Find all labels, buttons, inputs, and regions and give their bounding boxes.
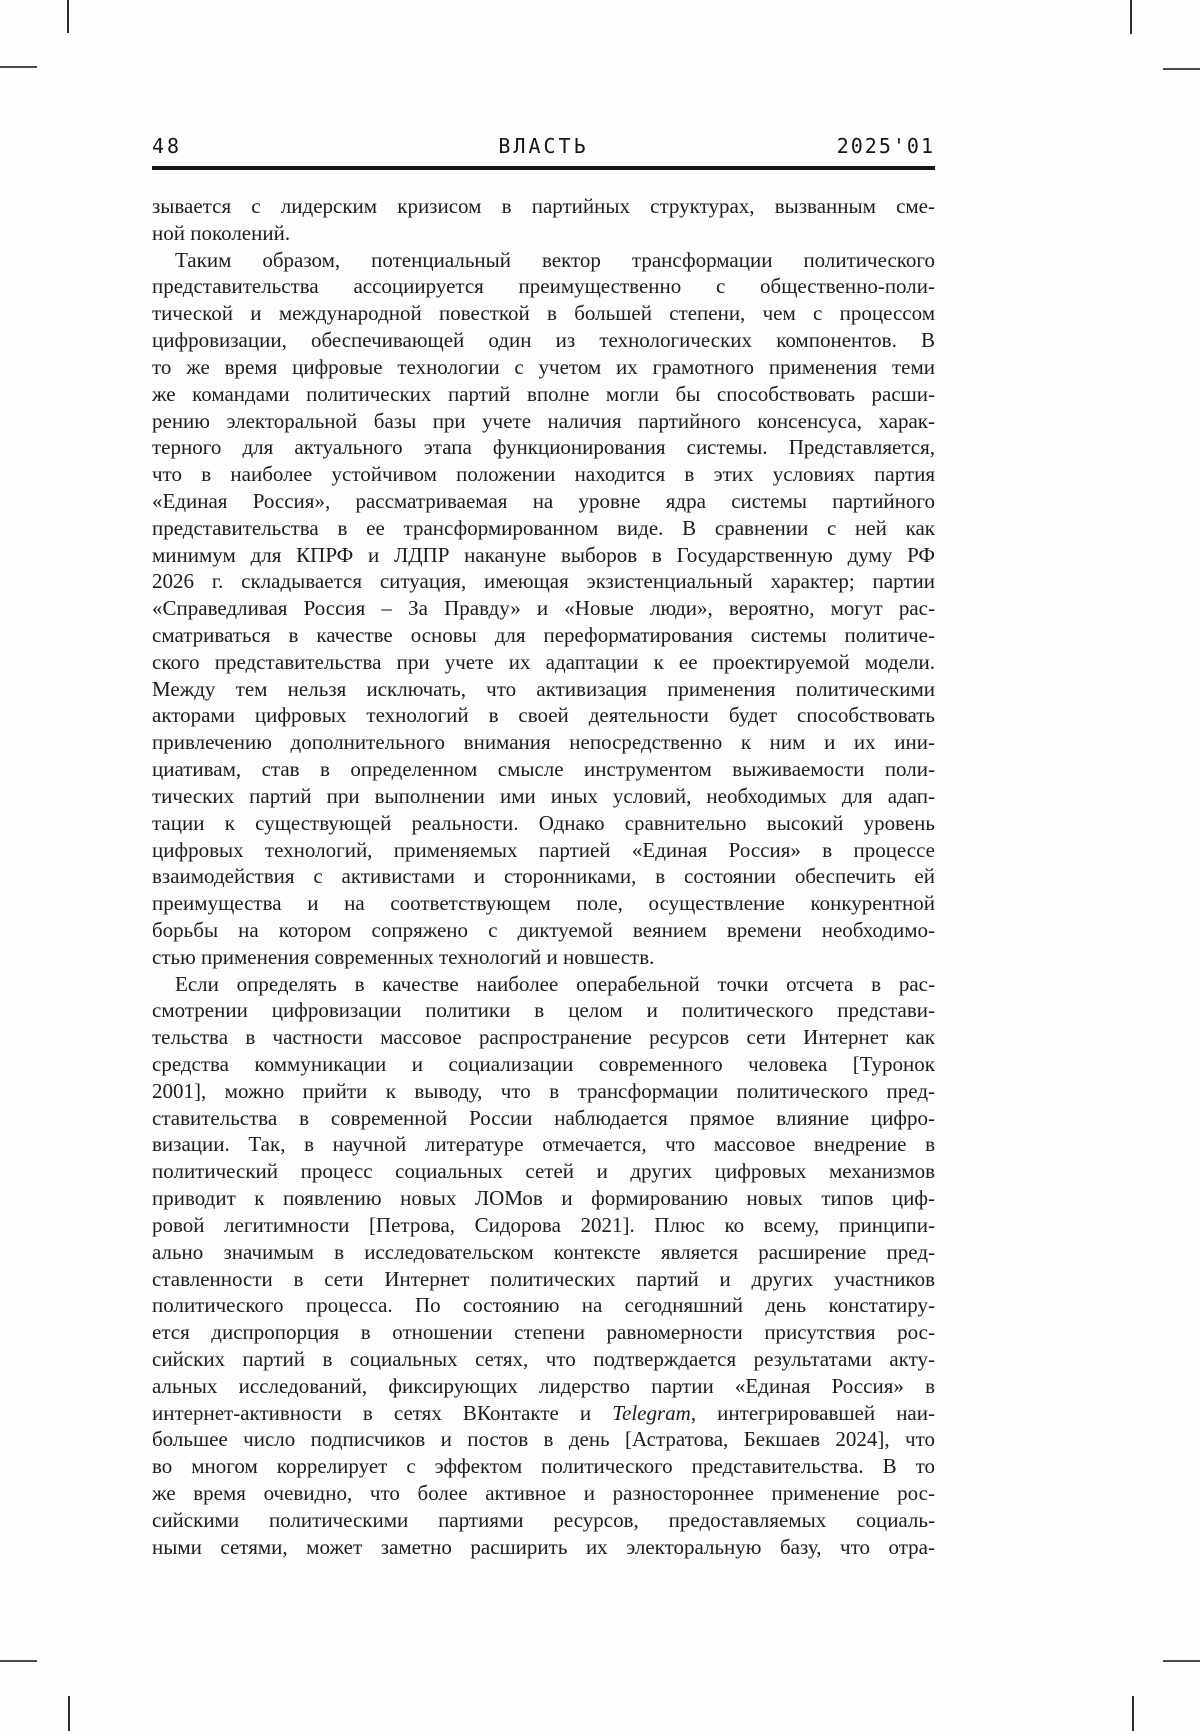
- text-line: привлечению дополнительного внимания непосредственно к ним и их ини-: [152, 730, 935, 755]
- text-line: тической и международной повесткой в большей степени, чем с процессом: [152, 301, 935, 326]
- crop-mark-bottom-right-vertical: [1132, 1696, 1134, 1731]
- crop-mark-top-right-vertical: [1130, 0, 1132, 34]
- crop-mark-top-left-horizontal: [0, 66, 37, 68]
- text-column: [152, 193, 935, 1560]
- text-line: представительства в ее трансформированном виде. В сравнении с ней как: [152, 515, 935, 540]
- text-line: зывается с лидерским кризисом в партийных структурах, вызванным сме-: [152, 194, 935, 218]
- issue-number: 2025'01: [836, 134, 935, 158]
- text-line: средства коммуникации и социализации современного человека [Туронок: [152, 1052, 935, 1076]
- text-line: же командами политических партий вполне могли бы способствовать расши-: [152, 381, 935, 406]
- running-head: [152, 121, 935, 170]
- text-line: ально значимым в исследовательском контексте является расширение пред-: [152, 1239, 935, 1264]
- journal-title: ВЛАСТЬ: [498, 134, 589, 158]
- text-line: сийских партий в социальных сетях, что подтверждается результатами акту-: [152, 1346, 935, 1371]
- crop-mark-top-left-vertical: [67, 0, 69, 33]
- text-line: визации. Так, в научной литературе отмечается, что массовое внедрение в: [152, 1132, 935, 1157]
- text-line: ровой легитимности [Петрова, Сидорова 2021]. Плюс ко всему, принципи-: [152, 1212, 935, 1237]
- text-line: тельства в частности массовое распространение ресурсов сети Интернет как: [152, 1025, 935, 1050]
- page-number: 48: [152, 134, 183, 158]
- text-line: ной поколений.: [152, 220, 291, 245]
- text-line: ными сетями, может заметно расширить их электоральную базу, что отра-: [152, 1534, 935, 1559]
- text-line: 2026 г. складывается ситуация, имеющая экзистенциальный характер; партии: [152, 569, 935, 594]
- text-line: то же время цифровые технологии с учетом их грамотного применения теми: [152, 354, 935, 379]
- text-line: же время очевидно, что более активное и разностороннее применение рос-: [152, 1481, 935, 1505]
- text-line: большее число подписчиков и постов в день [Астратова, Бекшаев 2024], что: [152, 1427, 935, 1452]
- text-line: интернет-активности в сетях ВКонтакте и Telegram, интегрировавшей наи-: [152, 1400, 935, 1425]
- text-line: взаимодействия с активистами и сторонниками, в состоянии обеспечить ей: [152, 864, 935, 889]
- text-line: политический процесс социальных сетей и других цифровых механизмов: [152, 1159, 935, 1184]
- text-line: преимущества и на соответствующем поле, осуществление конкурентной: [152, 891, 935, 916]
- text-line: терного для актуального этапа функционирования системы. Представляется,: [152, 435, 935, 460]
- text-line: цифровых технологий, применяемых партией «Единая Россия» в процессе: [152, 837, 935, 862]
- text-line: ского представительства при учете их адаптации к ее проектируемой модели.: [152, 649, 935, 674]
- text-line: Между тем нельзя исключать, что активизация применения политическими: [152, 676, 935, 701]
- text-line: стью применения современных технологий и новшеств.: [152, 944, 655, 969]
- text-line: цифровизации, обеспечивающей один из технологических компонентов. В: [152, 328, 935, 353]
- text-line: сматриваться в качестве основы для переформатирования системы политиче-: [152, 623, 935, 647]
- text-line: минимум для КПРФ и ЛДПР накануне выборов в Государственную думу РФ: [152, 542, 935, 567]
- text-line: ставительства в современной России наблюдается прямое влияние цифро-: [152, 1105, 935, 1130]
- text-line: альных исследований, фиксирующих лидерство партии «Единая Россия» в: [152, 1373, 935, 1398]
- text-line: «Единая Россия», рассматриваемая на уровне ядра системы партийного: [152, 488, 935, 513]
- text-line: ставленности в сети Интернет политических партий и других участников: [152, 1266, 935, 1291]
- text-line: сийскими политическими партиями ресурсов, предоставляемых социаль-: [152, 1507, 935, 1532]
- text-line: ется диспропорция в отношении степени равномерности присутствия рос-: [152, 1320, 935, 1345]
- text-line: смотрении цифровизации политики в целом и политического представи-: [152, 998, 935, 1023]
- text-line: Таким образом, потенциальный вектор трансформации политического: [175, 247, 935, 272]
- crop-mark-bottom-right-horizontal: [1163, 1660, 1200, 1662]
- text-line: политического процесса. По состоянию на сегодняшний день констатиру-: [152, 1293, 935, 1318]
- text-line: тации к существующей реальности. Однако сравнительно высокий уровень: [152, 810, 935, 835]
- text-line: борьбы на котором сопряжено с диктуемой веянием времени необходимо-: [152, 917, 935, 942]
- text-line: акторами цифровых технологий в своей деятельности будет способствовать: [152, 703, 935, 728]
- text-line: тических партий при выполнении ими иных условий, необходимых для адап-: [152, 783, 935, 808]
- text-line: приводит к появлению новых ЛОМов и формированию новых типов циф-: [152, 1186, 935, 1211]
- text-line: рению электоральной базы при учете наличия партийного консенсуса, харак-: [152, 408, 935, 433]
- text-line: что в наиболее устойчивом положении находится в этих условиях партия: [152, 462, 935, 487]
- text-line: Если определять в качестве наиболее операбельной точки отсчета в рас-: [175, 971, 935, 996]
- text-line: циативам, став в определенном смысле инструментом выживаемости поли-: [152, 757, 935, 782]
- text-line: 2001], можно прийти к выводу, что в трансформации политического пред-: [152, 1078, 935, 1103]
- crop-mark-top-right-horizontal: [1163, 68, 1200, 70]
- text-line: во многом коррелирует с эффектом политического представительства. В то: [152, 1454, 935, 1479]
- text-line: представительства ассоциируется преимущественно с общественно-поли-: [152, 274, 935, 299]
- text-line: «Справедливая Россия – За Правду» и «Новые люди», вероятно, могут рас-: [152, 596, 935, 621]
- crop-mark-bottom-left-vertical: [68, 1696, 70, 1731]
- crop-mark-bottom-left-horizontal: [0, 1660, 37, 1662]
